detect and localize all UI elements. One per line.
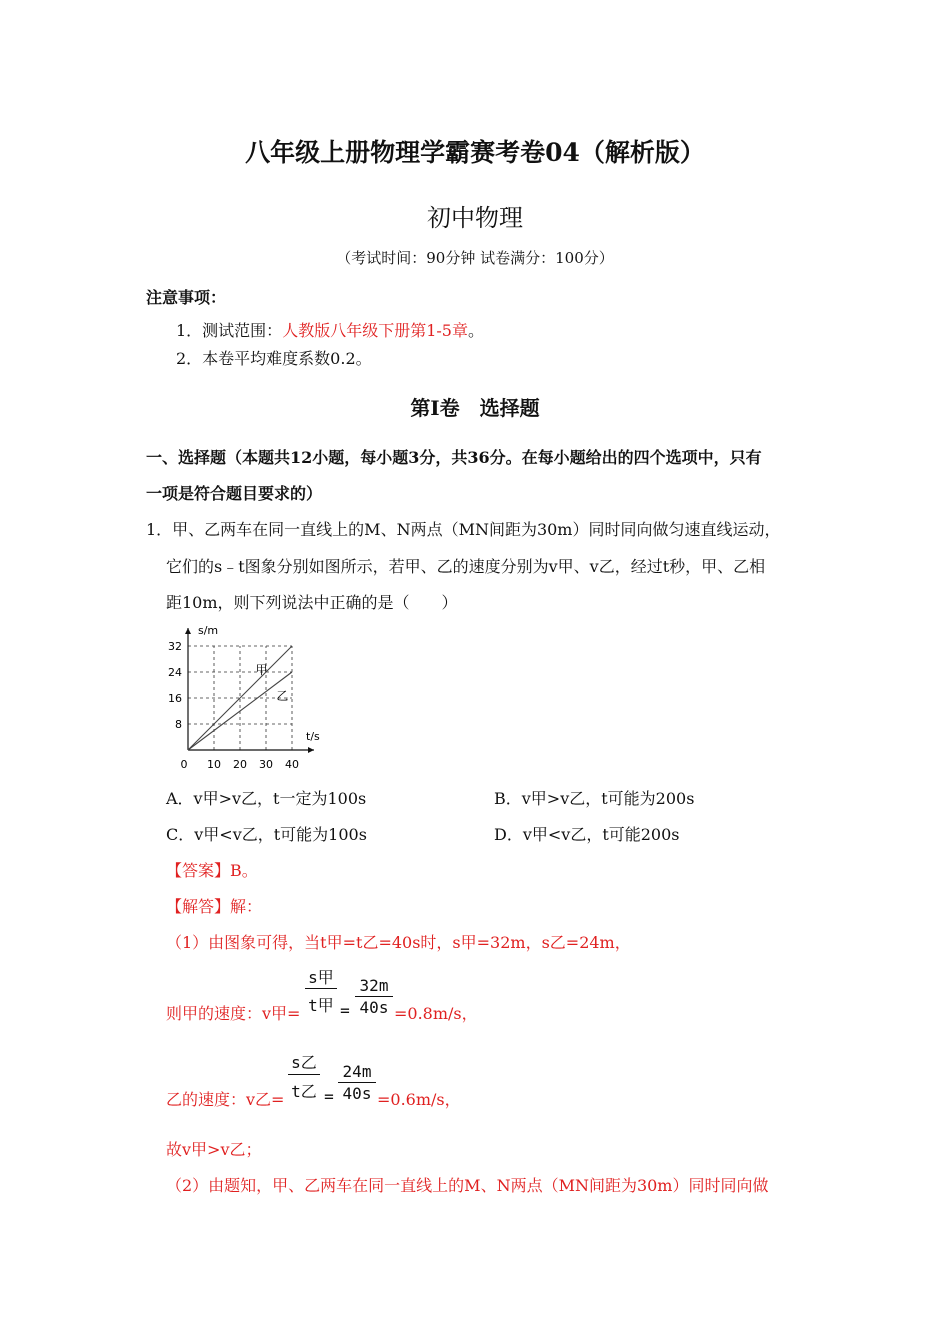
notice-item-1 [176,318,484,341]
series-label-1: 乙 [276,689,289,703]
notice-heading: 注意事项： [146,288,227,307]
part-heading-line1: 一、选择题（本题共12小题，每小题3分，共36分。在每小题给出的四个选项中，只有 [146,448,762,467]
fraction-2-bar [288,1074,320,1075]
notice-1-prefix: 1．测试范围： [176,321,283,340]
y-axis-arrow [185,628,191,634]
s-t-graph [166,620,336,770]
question-1-line3: 距10m，则下列说法中正确的是（ ） [166,593,458,612]
notice-item-2: 2．本卷平均难度系数0.2。 [176,349,372,368]
y-tick-label-0: 8 [175,718,182,731]
analysis-label: 【解答】解： [166,897,263,916]
fraction-1-bar [305,988,337,989]
y-tick-label-3: 32 [168,640,182,653]
option-d[interactable]: D．v甲<v乙，t可能200s [494,825,680,844]
part-heading-line2: 一项是符合题目要求的） [146,484,323,503]
document-subtitle: 初中物理 [427,204,523,232]
fraction-2b-bar [338,1082,376,1083]
x-tick-label-1: 20 [233,758,247,771]
fraction-2-equals: = [324,1087,334,1106]
velocity-jia-result: =0.8m/s， [394,1004,478,1023]
fraction-2b-denominator: 40s [342,1084,372,1103]
y-tick-label-1: 16 [168,692,182,705]
velocity-yi-prefix: 乙的速度：v乙= [166,1090,285,1109]
x-tick-label-2: 30 [259,758,273,771]
x-tick-label-0: 10 [207,758,221,771]
fraction-1-numerator: s甲 [308,968,334,987]
question-1-line1: 1．甲、乙两车在同一直线上的M、N两点（MN间距为30m）同时同向做匀速直线运动， [146,520,781,539]
option-a[interactable]: A．v甲>v乙，t一定为100s [166,789,367,808]
exam-info: （考试时间：90分钟 试卷满分：100分） [336,249,614,267]
fraction-1-equals: = [340,1001,350,1020]
analysis-step2: （2）由题知，甲、乙两车在同一直线上的M、N两点（MN间距为30m）同时同向做 [166,1176,769,1195]
velocity-jia-prefix: 则甲的速度：v甲= [166,1004,301,1023]
fraction-2b-numerator: 24m [342,1062,372,1081]
option-b[interactable]: B．v甲>v乙，t可能为200s [494,789,695,808]
fraction-2-denominator: t乙 [291,1082,317,1101]
fraction-1b-bar [355,996,393,997]
origin-label: 0 [180,758,188,771]
analysis-step1: （1）由图象可得，当t甲=t乙=40s时，s甲=32m，s乙=24m， [166,933,631,952]
fraction-1-denominator: t甲 [308,996,334,1015]
y-axis-label: s/m [198,624,219,637]
document-title: 八年级上册物理学霸赛考卷04（解析版） [245,138,705,167]
notice-1-scope: 人教版八年级下册第1-5章 [282,321,468,340]
analysis-conclusion: 故v甲>v乙； [166,1140,262,1159]
y-tick-label-2: 24 [168,666,182,679]
fraction-2-numerator: s乙 [291,1053,317,1072]
option-c[interactable]: C．v甲<v乙，t可能为100s [166,825,367,844]
question-1-line2: 它们的s﹣t图象分别如图所示，若甲、乙的速度分别为v甲、v乙，经过t秒，甲、乙相 [166,557,766,576]
x-axis-arrow [308,747,314,753]
fraction-1b-numerator: 32m [359,976,389,995]
series-label-0: 甲 [255,663,268,677]
velocity-yi-result: =0.6m/s， [377,1090,461,1109]
answer-label: 【答案】B。 [166,861,258,880]
x-axis-label: t/s [306,730,320,743]
x-tick-label-3: 40 [285,758,299,771]
fraction-1b-denominator: 40s [359,998,389,1017]
notice-1-suffix: 。 [467,321,484,340]
section-title: 第Ⅰ卷 选择题 [410,396,540,420]
